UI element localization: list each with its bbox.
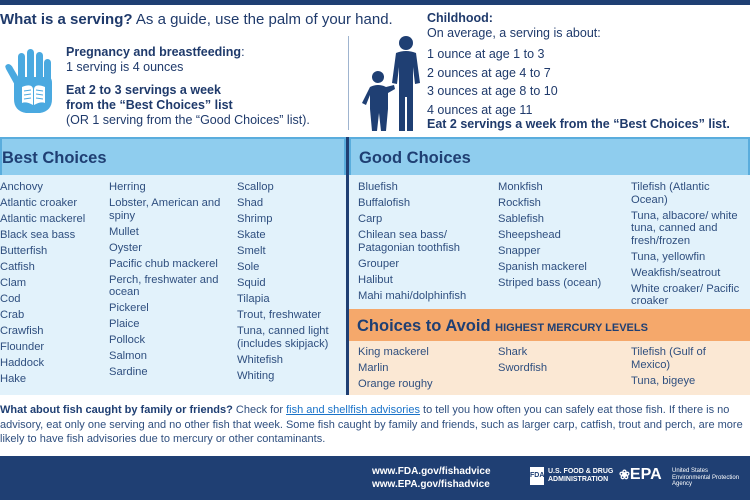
fish-item: Smelt <box>237 245 266 257</box>
epa-line-3: Agency <box>672 481 693 487</box>
fish-item: Skate <box>237 229 266 241</box>
fish-item: Spanish mackerel <box>498 261 587 273</box>
fish-item: Catfish <box>0 261 35 273</box>
epa-logo <box>619 466 662 484</box>
fish-item: Sablefish <box>498 213 545 225</box>
fish-item: Clam <box>0 277 27 289</box>
fish-item: Tuna, canned light (includes skipjack) <box>237 325 329 350</box>
good-choices-panel <box>349 137 750 309</box>
avoid-col1 <box>358 346 488 394</box>
friends-question: What about fish caught by family or friends? <box>0 404 233 416</box>
fish-item: Buffalofish <box>358 197 411 209</box>
fish-item: Squid <box>237 277 266 289</box>
fish-item: Striped bass (ocean) <box>498 277 602 289</box>
childhood-amounts <box>427 45 558 119</box>
avoid-col2 <box>498 346 618 378</box>
fish-item: Weakfish/seatrout <box>631 266 721 279</box>
fish-item: Cod <box>0 293 21 305</box>
fish-item: Halibut <box>358 273 393 286</box>
serving-title-rest: As a guide, use the palm of your hand. <box>135 11 393 28</box>
fish-item: Scallop <box>237 181 274 193</box>
choices-to-avoid-header <box>349 309 750 341</box>
fish-item: Monkfish <box>498 181 543 193</box>
epa-url[interactable]: www.EPA.gov/fishadvice <box>372 478 490 490</box>
pregnancy-eat-guidance <box>66 83 310 128</box>
epa-flower-icon: ❀ <box>619 467 630 482</box>
fish-item: Sheepshead <box>498 229 561 241</box>
fish-item: Bluefish <box>358 181 398 193</box>
fish-item: Lobster, American and spiny <box>109 197 221 222</box>
fish-item: Hake <box>0 373 27 385</box>
advisories-link[interactable]: fish and shellfish advisories <box>286 404 420 416</box>
fish-item: Herring <box>109 181 146 193</box>
childhood-heading: Childhood <box>427 11 489 25</box>
childhood-heading-block <box>427 11 601 41</box>
pregnancy-info <box>66 45 245 75</box>
fish-item: Whiting <box>237 369 275 382</box>
fish-item: Crawfish <box>0 325 44 337</box>
fish-item: Rockfish <box>498 197 541 209</box>
good-choices-header <box>349 137 750 175</box>
fish-item: Shrimp <box>237 213 273 225</box>
epa-agency-name <box>672 468 739 488</box>
choices-to-avoid-panel <box>349 309 750 395</box>
fish-item: Crab <box>0 309 25 321</box>
fish-item: Atlantic mackerel <box>0 213 86 225</box>
fda-logo: FDA <box>530 467 544 485</box>
good-choices-heading: Good Choices <box>359 149 471 167</box>
childhood-amount: 3 ounces at age 8 to 10 <box>427 84 558 98</box>
fda-agency-name <box>548 468 613 484</box>
fda-line-1: U.S. FOOD & DRUG <box>548 468 614 475</box>
eat-line-2: from the “Best Choices” list <box>66 98 233 112</box>
eat-line-1: Eat 2 to 3 servings a week <box>66 83 221 97</box>
childhood-amount: 1 ounce at age 1 to 3 <box>427 47 545 61</box>
childhood-intro: On average, a serving is about: <box>427 26 601 40</box>
serving-section <box>0 5 393 135</box>
best-choices-panel <box>0 137 346 395</box>
eat-line-3: (OR 1 serving from the “Good Choices” list). <box>66 113 310 127</box>
childhood-section <box>350 5 750 135</box>
fish-item: Mahi mahi/dolphinfish <box>358 289 467 302</box>
fish-item: Shark <box>498 346 528 358</box>
pregnancy-detail: 1 serving is 4 ounces <box>66 60 184 74</box>
childhood-amount: 4 ounces at age 11 <box>427 102 533 117</box>
fish-item: Whitefish <box>237 353 284 366</box>
fish-item: Oyster <box>109 241 142 254</box>
fish-item: Swordfish <box>498 362 548 374</box>
section-divider <box>348 36 349 130</box>
fish-item: Pollock <box>109 334 146 346</box>
childhood-eat-guidance: Eat 2 servings a week from the “Best Choices” list. <box>427 117 730 131</box>
epa-line-1: United States <box>672 468 709 474</box>
fish-item: Marlin <box>358 362 389 374</box>
fish-item: Chilean sea bass/ Patagonian toothfish <box>358 229 461 254</box>
footer <box>0 456 750 500</box>
best-choices-col3 <box>237 181 343 386</box>
fish-item: Salmon <box>109 350 147 362</box>
footer-urls <box>372 466 491 491</box>
fda-line-2: ADMINISTRATION <box>548 476 609 483</box>
fish-item: Black sea bass <box>0 229 76 241</box>
family-friends-note <box>0 403 750 447</box>
fish-item: Perch, freshwater and ocean <box>109 273 219 298</box>
fish-item: King mackerel <box>358 346 429 358</box>
fish-item: Mullet <box>109 225 139 238</box>
fish-item: Flounder <box>0 341 45 353</box>
best-choices-header <box>0 137 346 175</box>
good-choices-col1 <box>358 181 488 306</box>
fish-item: Tuna, yellowfin <box>631 250 706 263</box>
best-choices-col2 <box>109 181 229 382</box>
parent-child-icon <box>358 35 428 133</box>
fish-item: Sole <box>237 261 260 273</box>
fish-item: Tilapia <box>237 293 270 305</box>
fish-item: Trout, freshwater <box>237 309 322 321</box>
pregnancy-colon: : <box>241 45 245 59</box>
friends-body: to tell you how often you can safely eat those fish. If there is no advisory, eat only one serving and no other fish that week. Some fish caught by family and friends, such as larger carp, catfish, trout and perch, are more likely to have fish advisories due to mercury or other contaminants. <box>0 404 743 445</box>
friends-lead: Check for <box>235 404 283 416</box>
epa-line-2: Environmental Protection <box>672 474 740 481</box>
fish-item: Orange roughy <box>358 378 433 390</box>
fish-item: Atlantic croaker <box>0 197 78 209</box>
fish-item: White croaker/ Pacific croaker <box>631 282 740 307</box>
childhood-colon: : <box>488 11 493 25</box>
fish-item: Shad <box>237 197 264 209</box>
pregnancy-heading: Pregnancy and breastfeeding <box>66 45 242 59</box>
fish-item: Pickerel <box>109 302 149 314</box>
fish-item: Tuna, bigeye <box>631 374 696 387</box>
choices-to-avoid-title <box>357 317 648 336</box>
fish-item: Butterfish <box>0 245 48 257</box>
fish-item: Pacific chub mackerel <box>109 257 218 270</box>
avoid-col3 <box>631 346 748 391</box>
fish-item: Tilefish (Gulf of Mexico) <box>631 346 706 371</box>
fish-item: Plaice <box>109 318 140 330</box>
choices-to-avoid-heading: Choices to Avoid <box>357 317 491 335</box>
fish-item: Tilefish (Atlantic Ocean) <box>631 181 710 206</box>
fish-item: Sardine <box>109 366 148 378</box>
hand-icon <box>2 47 58 121</box>
fish-item: Haddock <box>0 357 45 369</box>
choices-to-avoid-subheading: HIGHEST MERCURY LEVELS <box>495 322 648 334</box>
serving-title-bold: What is a serving? <box>0 11 133 28</box>
fish-item: Snapper <box>498 245 541 257</box>
best-choices-col1 <box>0 181 105 389</box>
fish-item: Anchovy <box>0 181 43 193</box>
good-choices-col3 <box>631 181 748 311</box>
childhood-amount: 2 ounces at age 4 to 7 <box>427 65 551 80</box>
fish-item: Grouper <box>358 257 400 270</box>
fish-item: Carp <box>358 213 383 225</box>
serving-title <box>0 11 393 28</box>
fish-item: Tuna, albacore/ white tuna, canned and fresh/frozen <box>631 209 738 247</box>
best-choices-heading: Best Choices <box>2 149 107 167</box>
good-choices-col2 <box>498 181 618 293</box>
epa-mark: EPA <box>629 466 662 483</box>
fda-url[interactable]: www.FDA.gov/fishadvice <box>372 466 491 477</box>
